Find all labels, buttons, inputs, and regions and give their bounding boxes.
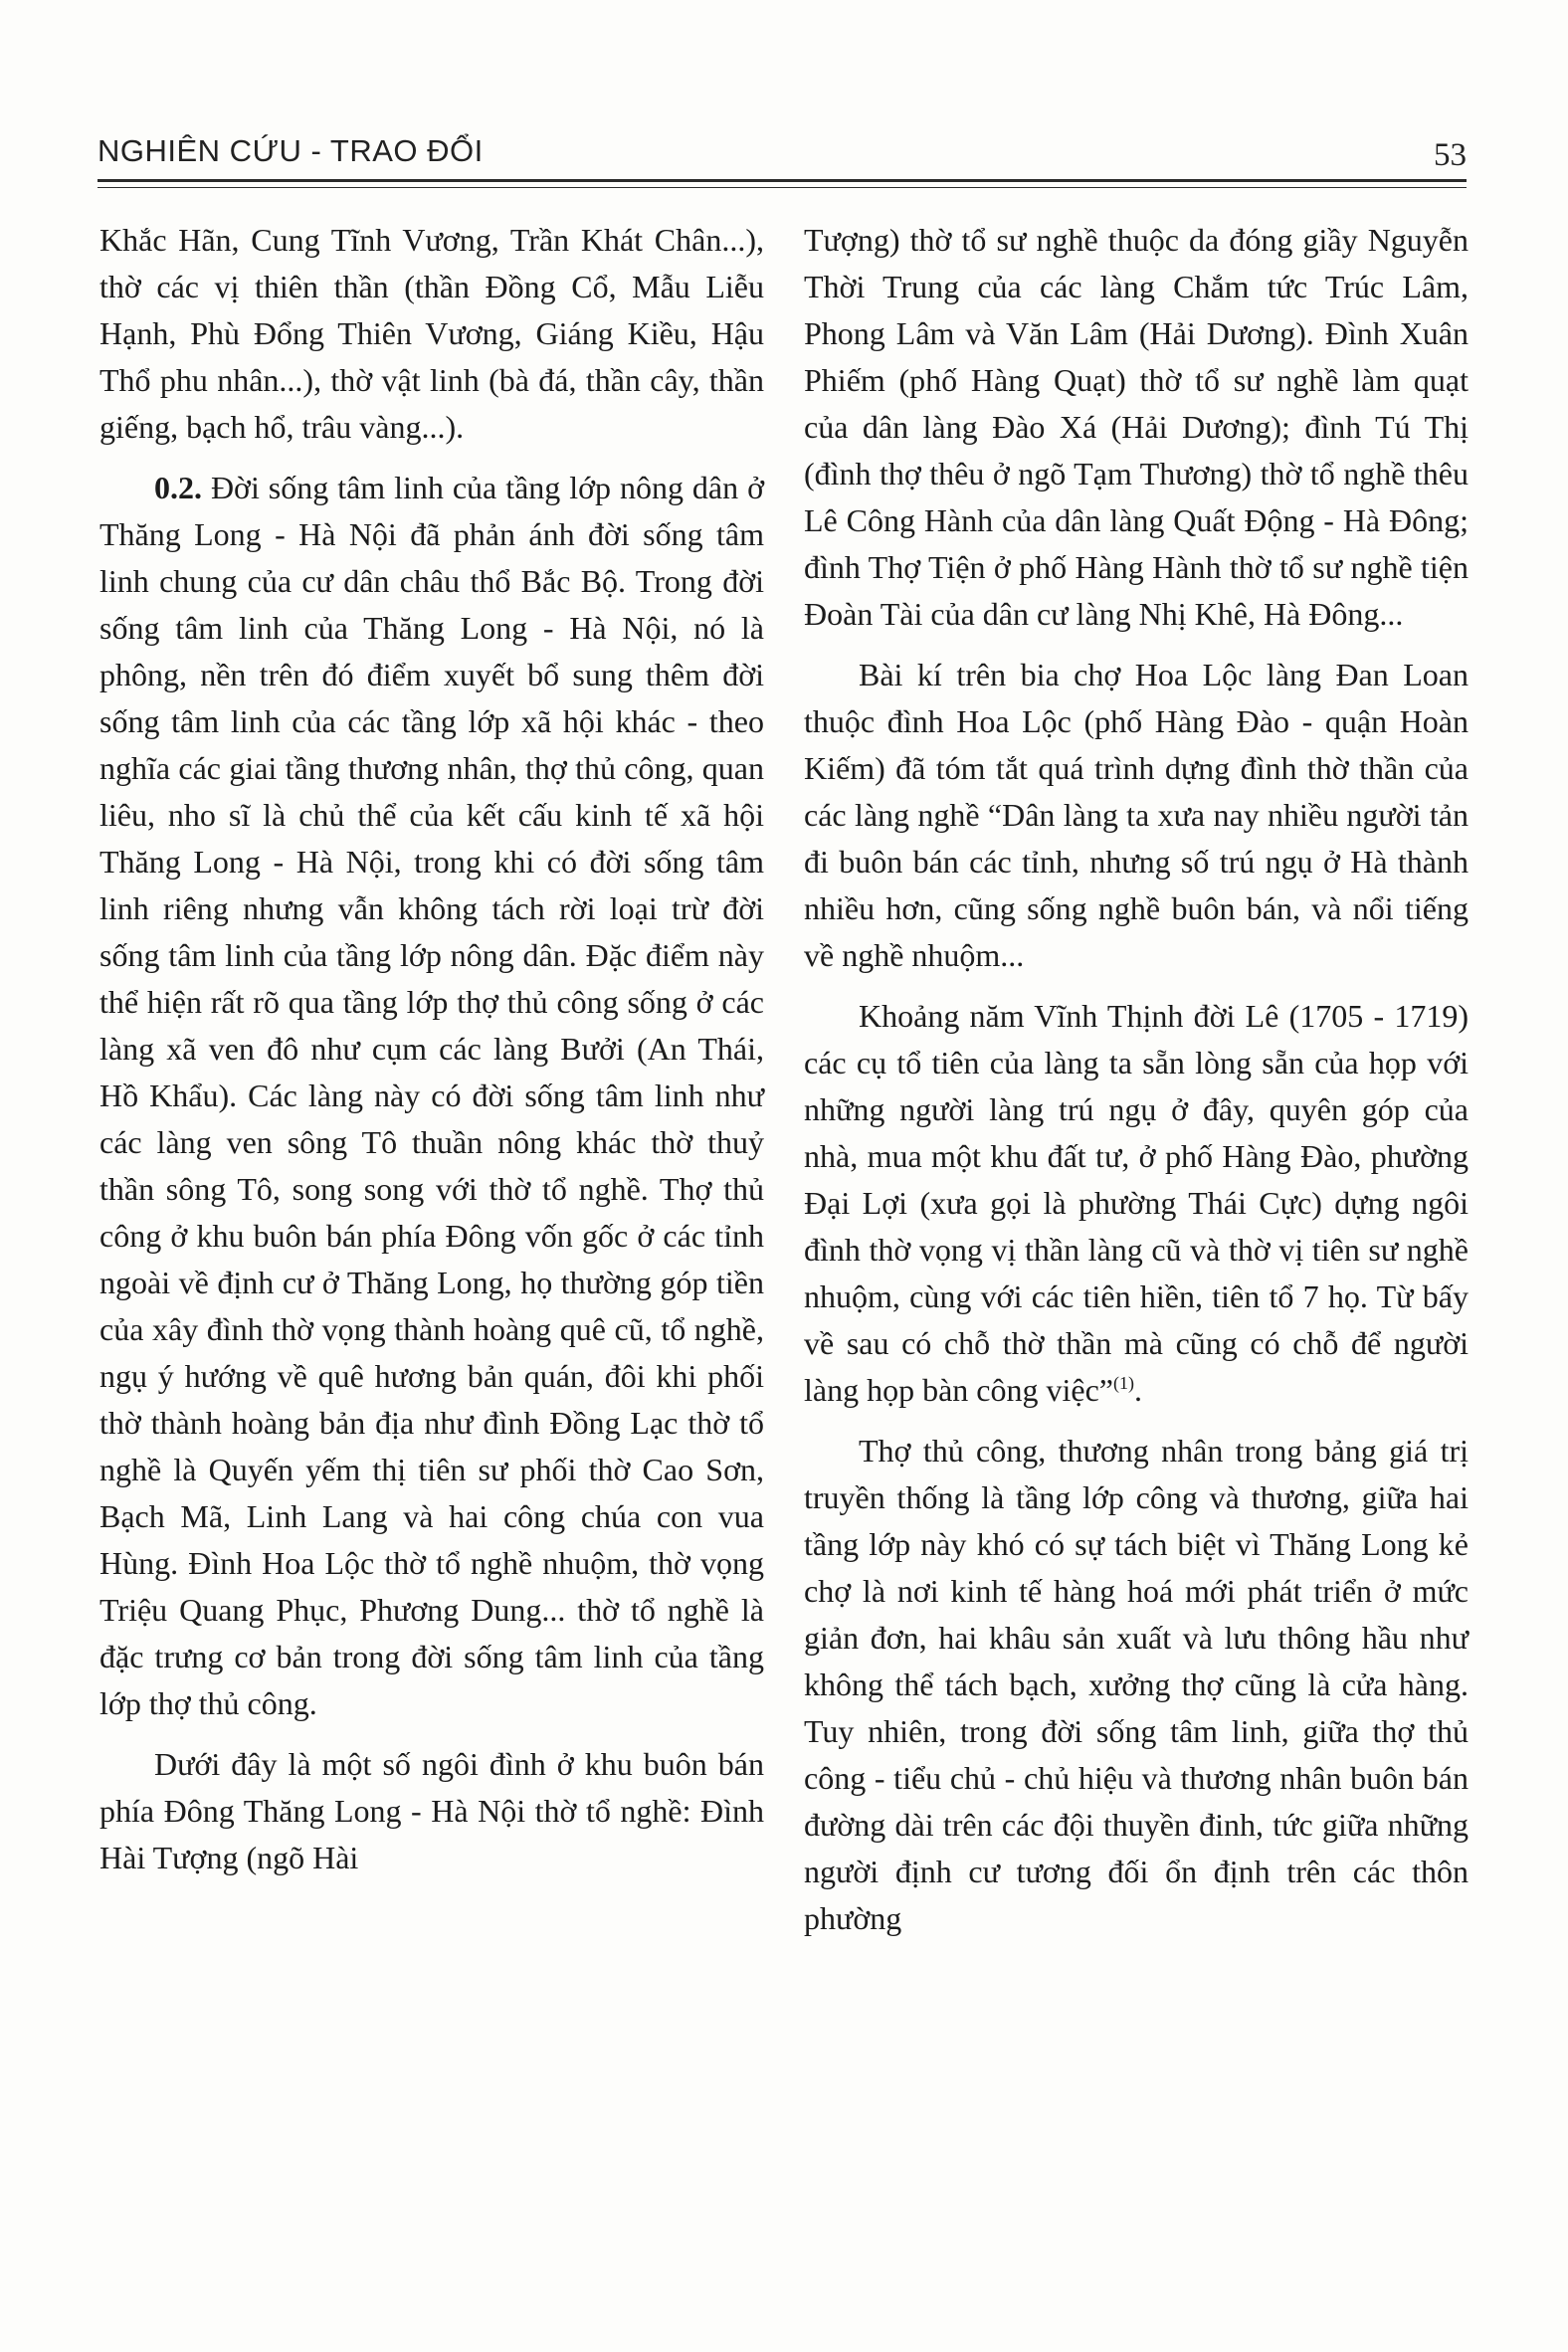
paragraph: Bài kí trên bia chợ Hoa Lộc làng Đan Loan thuộc đình Hoa Lộc (phố Hàng Đào - quận Hoàn Kiếm) đã tóm tắt quá trình dựng đình thờ thần của các làng nghề “Dân làng ta xưa nay nhiều người tản đi buôn bán các tỉnh, nhưng số trú ngụ ở Hà thành nhiều hơn, cũng sống nghề buôn bán, và nổi tiếng về nghề nhuộm... xyxy=(804,657,1469,973)
section-number: 0.2. xyxy=(154,470,202,505)
header-rule-thin xyxy=(98,187,1467,188)
paragraph-text: Đời sống tâm linh của tầng lớp nông dân ở Thăng Long - Hà Nội đã phản ánh đời sống tâm linh chung của cư dân châu thổ Bắc Bộ. Trong đời sống tâm linh của Thăng Long - Hà Nội, nó là phông, nền trên đó điểm xuyết bổ sung thêm đời sống tâm linh của các tầng lớp xã hội khác - theo nghĩa các giai tầng thương nhân, thợ thủ công, quan liêu, nho sĩ là chủ thể của kết cấu kinh tế xã hội Thăng Long - Hà Nội, trong khi có đời sống tâm linh riêng nhưng vẫn không tách rời loại trừ đời sống tâm linh của tầng lớp nông dân. Đặc điểm này thể hiện rất rõ qua tầng lớp thợ thủ công sống ở các làng xã ven đô như cụm các làng Bưởi (An Thái, Hồ Khẩu). Các làng này có đời sống tâm linh như các làng ven sông Tô thuần nông khác thờ thuỷ thần sông Tô, song song với thờ tổ nghề. Thợ thủ công ở khu buôn bán phía Đông vốn gốc ở các tỉnh ngoài về định cư ở Thăng Long, họ thường góp tiền của xây đình thờ vọng thành hoàng quê cũ, tổ nghề, ngụ ý hướng về quê hương bản quán, đôi khi phối thờ thành hoàng bản địa như đình Đồng Lạc thờ tổ nghề là Quyến yếm thị tiên sư phối thờ Cao Sơn, Bạch Mã, Linh Lang và hai công chúa con vua Hùng. Đình Hoa Lộc thờ tổ nghề nhuộm, thờ vọng Triệu Quang Phục, Phương Dung... thờ tổ nghề là đặc trưng cơ bản trong đời sống tâm linh của tầng lớp thợ thủ công. xyxy=(99,470,764,1721)
paragraph-text: Khoảng năm Vĩnh Thịnh đời Lê (1705 - 1719) các cụ tổ tiên của làng ta sẵn lòng sẵn của họp với những người làng trú ngụ ở đây, quyên góp của nhà, mua một khu đất tư, ở phố Hàng Đào, phường Đại Lợi (xưa gọi là phường Thái Cực) dựng ngôi đình thờ vọng vị thần làng cũ và thờ vị tiên sư nghề nhuộm, cùng với các tiên hiền, tiên tổ 7 họ. Từ bấy về sau có chỗ thờ thần mà cũng có chỗ để người làng họp bàn công việc” xyxy=(804,998,1469,1408)
paragraph: Thợ thủ công, thương nhân trong bảng giá trị truyền thống là tầng lớp công và thương, giữa hai tầng lớp này khó có sự tách biệt vì Thăng Long kẻ chợ là nơi kinh tế hàng hoá mới phát triển ở mức giản đơn, hai khâu sản xuất và lưu thông hầu như không thể tách bạch, xưởng thợ cũng là cửa hàng. Tuy nhiên, trong đời sống tâm linh, giữa thợ thủ công - tiểu chủ - chủ hiệu và thương nhân buôn bán đường dài trên các đội thuyền đinh, tức giữa những người định cư tương đối ổn định trên các thôn phường xyxy=(804,1433,1469,1936)
footnote-ref: (1) xyxy=(1113,1373,1134,1393)
left-column xyxy=(99,217,764,1881)
paragraph: Khắc Hãn, Cung Tĩnh Vương, Trần Khát Chân...), thờ các vị thiên thần (thần Đồng Cổ, Mẫu Liễu Hạnh, Phù Đổng Thiên Vương, Giáng Kiều, Hậu Thổ phu nhân...), thờ vật linh (bà đá, thần cây, thần giếng, bạch hổ, trâu vàng...). xyxy=(99,222,764,445)
paragraph: Dưới đây là một số ngôi đình ở khu buôn bán phía Đông Thăng Long - Hà Nội thờ tổ nghề: Đình Hài Tượng (ngõ Hài xyxy=(99,1746,764,1875)
paragraph-end: . xyxy=(1134,1372,1142,1408)
paragraph: Tượng) thờ tổ sư nghề thuộc da đóng giầy Nguyễn Thời Trung của các làng Chắm tức Trúc Lâm, Phong Lâm và Văn Lâm (Hải Dương). Đình Xuân Phiếm (phố Hàng Quạt) thờ tổ sư nghề làm quạt của dân làng Đào Xá (Hải Dương); đình Tú Thị (đình thợ thêu ở ngõ Tạm Thương) thờ tổ nghề thêu Lê Công Hành của dân làng Quất Động - Hà Đông; đình Thợ Tiện ở phố Hàng Hành thờ tổ sư nghề tiện Đoàn Tài của dân cư làng Nhị Khê, Hà Đông... xyxy=(804,222,1469,632)
right-column xyxy=(804,217,1469,1942)
paragraph xyxy=(99,465,764,1727)
page-number: 53 xyxy=(1434,137,1467,173)
header-rule-thick xyxy=(98,179,1467,182)
page-header xyxy=(98,133,1467,183)
section-title: NGHIÊN CỨU - TRAO ĐỔI xyxy=(98,133,484,168)
paragraph xyxy=(804,993,1469,1414)
